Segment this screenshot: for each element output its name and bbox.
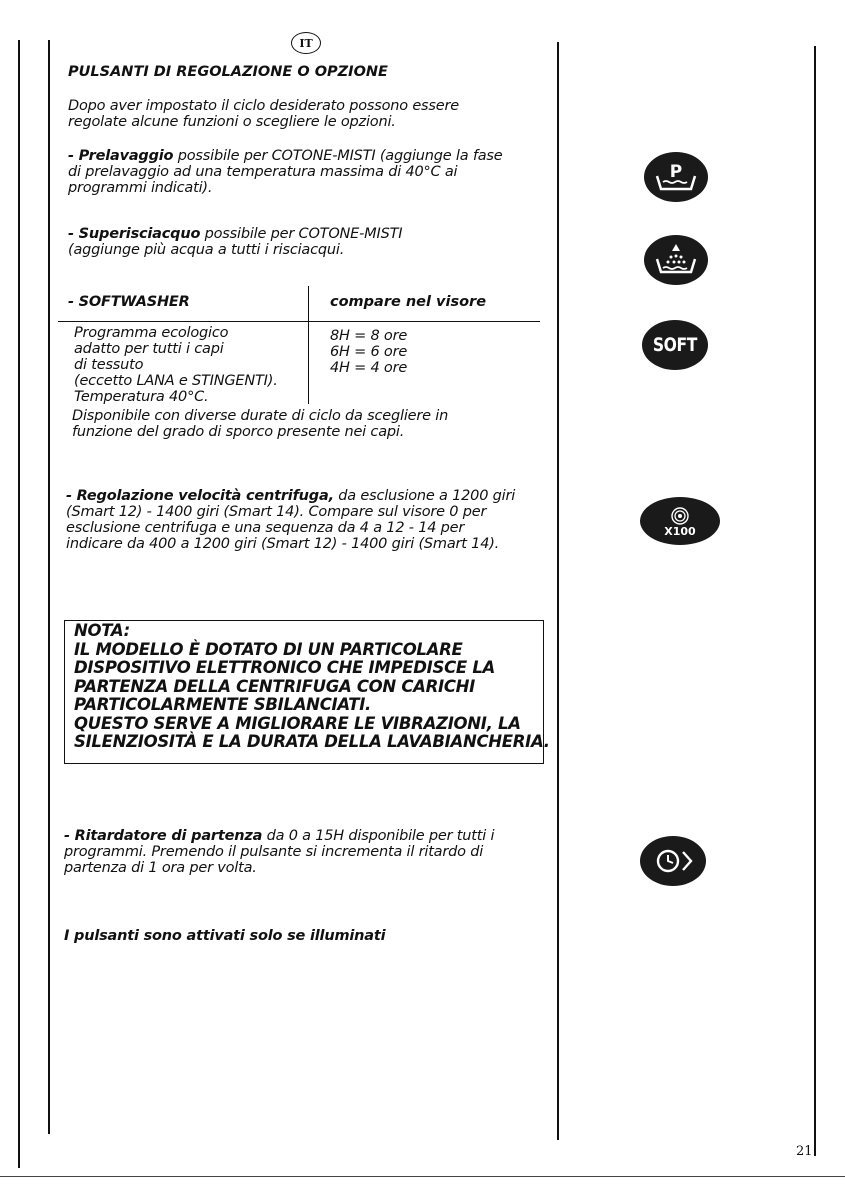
softwasher-footer: Disponibile con diverse durate di ciclo da scegliere in funzione del grado di sporco presente nei capi.	[72, 408, 449, 440]
spin-speed-title: - Regolazione velocità centrifuga,	[66, 488, 334, 504]
spin-speed-icon	[640, 497, 720, 545]
delay-start-title: - Ritardatore di partenza	[64, 828, 263, 844]
softwasher-column-header: compare nel visore	[330, 294, 487, 310]
extra-rinse-paragraph: - Superisciacquo possibile per COTONE-MISTI (aggiunge più acqua a tutti i risciacqui.	[68, 226, 403, 258]
softwasher-column-divider	[308, 286, 309, 404]
language-badge: IT	[291, 32, 321, 54]
softwasher-header-rule	[58, 321, 540, 322]
prewash-icon	[644, 152, 708, 202]
extra-rinse-icon	[644, 235, 708, 285]
section-heading: PULSANTI DI REGOLAZIONE O OPZIONE	[68, 64, 388, 80]
softwasher-values: 8H = 8 ore 6H = 6 ore 4H = 4 ore	[330, 328, 408, 376]
bottom-rule	[0, 1176, 845, 1177]
page-number: 21	[796, 1144, 813, 1159]
delay-start-paragraph: - Ritardatore di partenza da 0 a 15H disponibile per tutti i programmi. Premendo il pulsante si incrementa il ritardo di partenza di 1 ora per volta.	[64, 828, 495, 876]
closing-note: I pulsanti sono attivati solo se illuminati	[64, 928, 386, 944]
prewash-title: - Prelavaggio	[68, 148, 174, 164]
soft-icon-label: SOFT	[652, 334, 698, 356]
center-divider-rule	[557, 42, 559, 1140]
extra-rinse-title: - Superisciacquo	[68, 226, 201, 242]
intro-text: Dopo aver impostato il ciclo desiderato possono essere regolate alcune funzioni o scegliere le opzioni.	[68, 98, 459, 130]
delay-start-icon	[640, 836, 706, 886]
spin-speed-paragraph: - Regolazione velocità centrifuga, da esclusione a 1200 giri (Smart 12) - 1400 giri (Smart 14). Compare sul visore 0 per esclusione centrifuga e una sequenza da 4 a 12 - 14 per indicare da 400 a 1200 giri (Smart 12) - 1400 giri (Smart 14).	[66, 488, 516, 552]
prewash-icon-letter: P	[669, 162, 683, 182]
soft-icon	[642, 320, 708, 370]
spin-speed-label: X100	[664, 525, 696, 538]
softwasher-description: Programma ecologico adatto per tutti i capi di tessuto (eccetto LANA e STINGENTI). Temperatura 40°C.	[74, 325, 278, 405]
prewash-paragraph: - Prelavaggio possibile per COTONE-MISTI (aggiunge la fase di prelavaggio ad una temperatura massima di 40°C ai programmi indicati).	[68, 148, 503, 196]
left-column-rule	[48, 40, 50, 1134]
note-text: NOTA: IL MODELLO È DOTATO DI UN PARTICOLARE DISPOSITIVO ELETTRONICO CHE IMPEDISCE LA PARTENZA DELLA CENTRIFUGA CON CARICHI PARTICOLARMENTE SBILANCIATI. QUESTO SERVE A MIGLIORARE LE VIBRAZIONI, LA SILENZIOSITÀ E LA DURATA DELLA LAVABIANCHERIA.	[74, 621, 550, 751]
right-column-rule	[814, 46, 816, 1156]
left-margin-rule	[18, 40, 20, 1168]
softwasher-title: - SOFTWASHER	[68, 294, 190, 310]
